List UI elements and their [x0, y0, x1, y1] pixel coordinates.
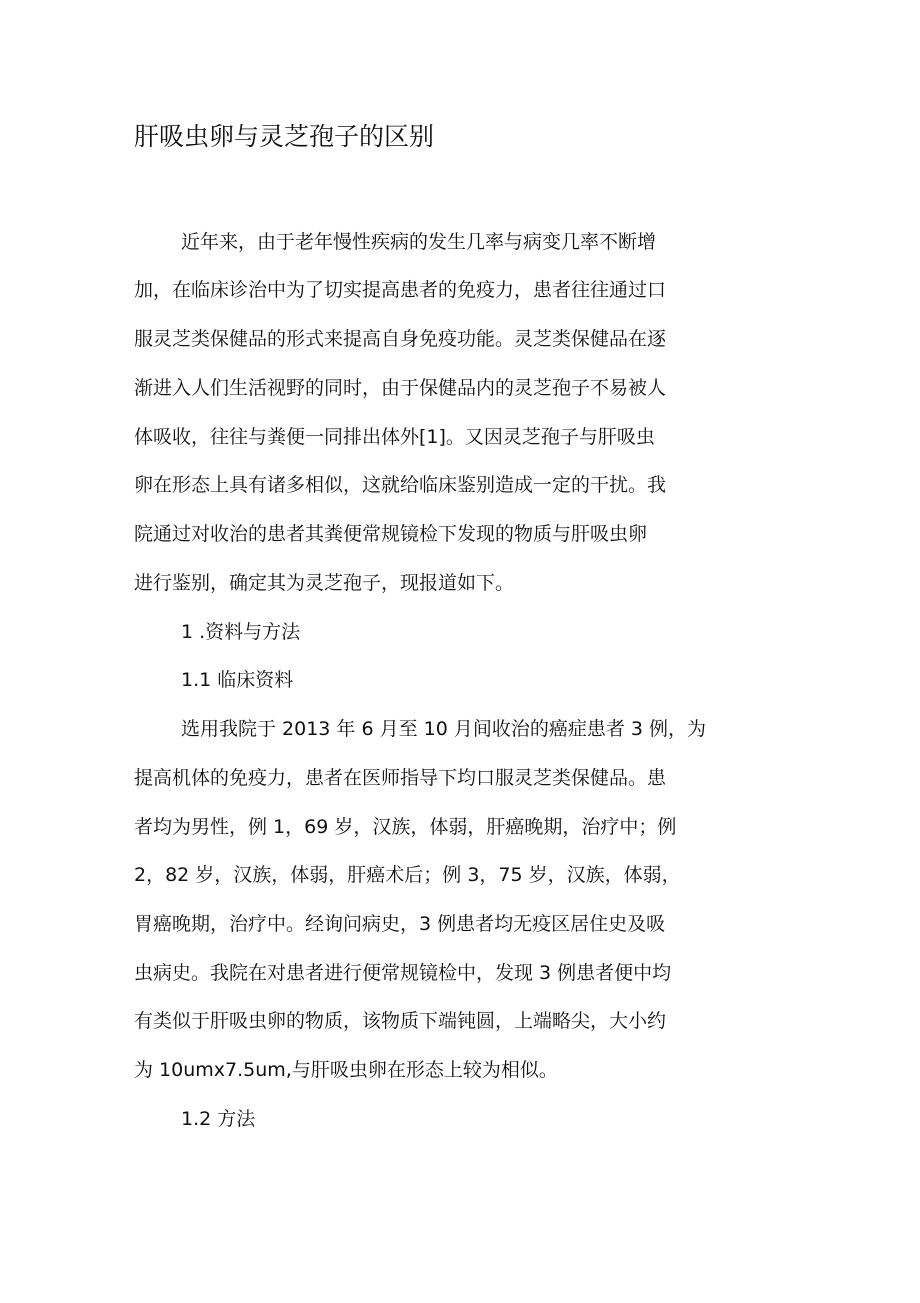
paragraph-line: 渐进入人们生活视野的同时，由于保健品内的灵芝孢子不易被人: [134, 377, 667, 399]
section-heading-1-1: 1.1 临床资料: [181, 669, 294, 691]
paragraph-line: 为 10umx7.5um,与肝吸虫卵在形态上较为相似。: [134, 1059, 558, 1081]
section-heading-1: 1 .资料与方法: [181, 621, 301, 643]
paragraph-line: 者均为男性，例 1，69 岁，汉族，体弱，肝癌晚期，治疗中；例: [134, 816, 677, 838]
paragraph-line: 院通过对收治的患者其粪便常规镜检下发现的物质与肝吸虫卵: [134, 523, 648, 545]
paragraph-line: 胃癌晚期，治疗中。经询问病史，3 例患者均无疫区居住史及吸: [134, 913, 666, 935]
section-heading-1-2: 1.2 方法: [181, 1108, 256, 1130]
paragraph-line: 服灵芝类保健品的形式来提高自身免疫功能。灵芝类保健品在逐: [134, 328, 667, 350]
paragraph-line: 虫病史。我院在对患者进行便常规镜检中，发现 3 例患者便中均: [134, 962, 672, 984]
paragraph-line: 选用我院于 2013 年 6 月至 10 月间收治的癌症患者 3 例，为: [181, 718, 707, 740]
paragraph-line: 体吸收，往往与粪便一同排出体外[1]。又因灵芝孢子与肝吸虫: [134, 426, 655, 448]
paragraph-line: 加，在临床诊治中为了切实提高患者的免疫力，患者往往通过口: [134, 279, 667, 301]
paragraph-line: 近年来，由于老年慢性疾病的发生几率与病变几率不断增: [181, 231, 657, 253]
paragraph-line: 提高机体的免疫力，患者在医师指导下均口服灵芝类保健品。患: [134, 767, 667, 789]
document-title: 肝吸虫卵与灵芝孢子的区别: [134, 122, 435, 151]
paragraph-line: 进行鉴别，确定其为灵芝孢子，现报道如下。: [134, 572, 515, 594]
paragraph-line: 2，82 岁，汉族，体弱，肝癌术后；例 3，75 岁，汉族，体弱，: [134, 864, 681, 886]
paragraph-line: 卵在形态上具有诸多相似，这就给临床鉴别造成一定的干扰。我: [134, 474, 667, 496]
paragraph-line: 有类似于肝吸虫卵的物质，该物质下端钝圆，上端略尖，大小约: [134, 1010, 667, 1032]
